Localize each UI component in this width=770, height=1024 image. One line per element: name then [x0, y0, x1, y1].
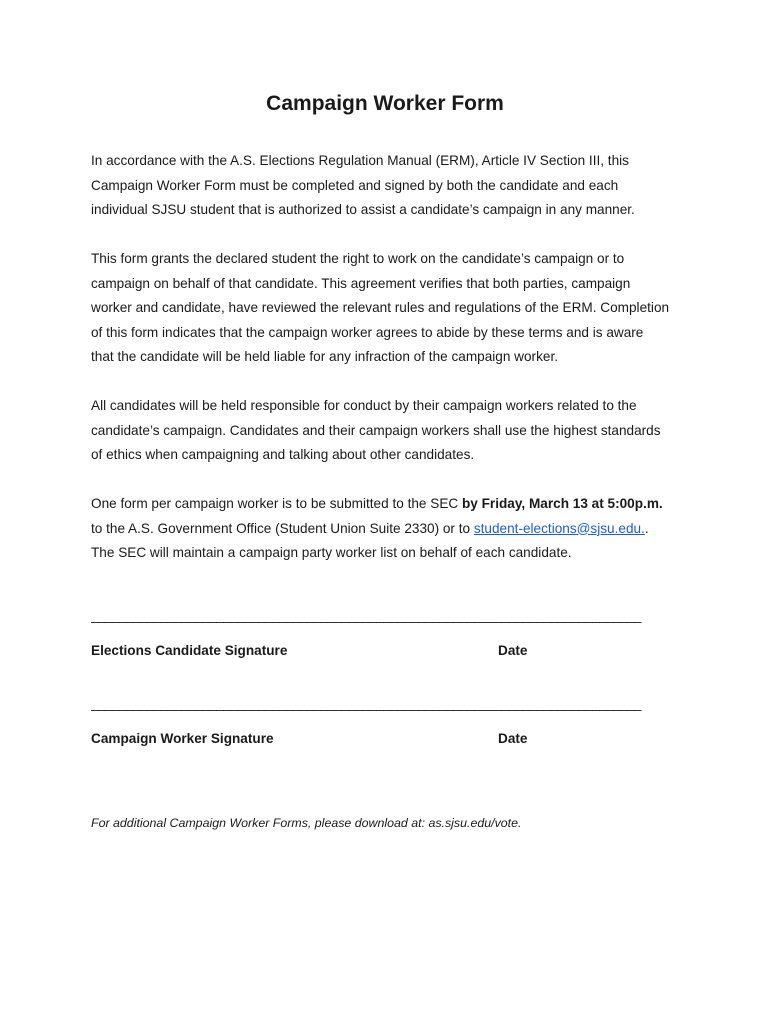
text-line: Campaign Worker Form must be completed and signed by both the candidate and each [91, 177, 619, 193]
conduct-paragraph [91, 394, 691, 468]
text-line: The SEC will maintain a campaign party worker list on behalf of each candidate. [91, 545, 572, 560]
email-link[interactable]: student-elections@sjsu.edu. [473, 520, 645, 536]
text-line: of ethics when campaigning and talking about other candidates. [91, 447, 475, 462]
text-line: In accordance with the A.S. Elections Regulation Manual (ERM), Article IV Section III, this [91, 153, 629, 168]
worker-signature-line[interactable]: _______________________________________________________________________________ [91, 696, 641, 711]
text-line [91, 492, 691, 517]
link-tail: . [644, 520, 649, 536]
deadline-text: by Friday, March 13 at 5:00p.m. [461, 496, 663, 511]
text-line: individual SJSU student that is authorized to assist a candidate’s campaign in any manner. [91, 202, 635, 217]
footer-note: For additional Campaign Worker Forms, please download at: as.sjsu.edu/vote. [91, 816, 522, 830]
candidate-date-label: Date [498, 643, 528, 658]
text-line: of this form indicates that the campaign worker agrees to abide by these terms and is aware [91, 324, 644, 340]
intro-paragraph [91, 149, 691, 223]
candidate-signature-label: Elections Candidate Signature [91, 643, 288, 658]
text-line: worker and candidate, have reviewed the relevant rules and regulations of the ERM. Completion [91, 300, 670, 315]
worker-signature-label: Campaign Worker Signature [91, 731, 274, 746]
rights-paragraph [91, 247, 691, 370]
text-line: candidate’s campaign. Candidates and their campaign workers shall use the highest standards [91, 422, 661, 438]
page-title: Campaign Worker Form [266, 92, 504, 115]
submission-paragraph [91, 492, 691, 566]
worker-date-label: Date [498, 731, 528, 746]
submission-text: One form per campaign worker is to be submitted to the SEC [91, 496, 462, 511]
text-line: All candidates will be held responsible for conduct by their campaign workers related to the [91, 398, 637, 413]
text-line: campaign on behalf of that candidate. This agreement verifies that both parties, campaign [91, 275, 631, 291]
text-line [91, 517, 691, 542]
text-line: This form grants the declared student the right to work on the candidate’s campaign or to [91, 251, 625, 266]
candidate-signature-line[interactable]: _______________________________________________________________________________ [91, 608, 641, 623]
office-text: to the A.S. Government Office (Student Union Suite 2330) or to [91, 520, 474, 536]
text-line: that the candidate will be held liable for any infraction of the campaign worker. [91, 349, 558, 364]
